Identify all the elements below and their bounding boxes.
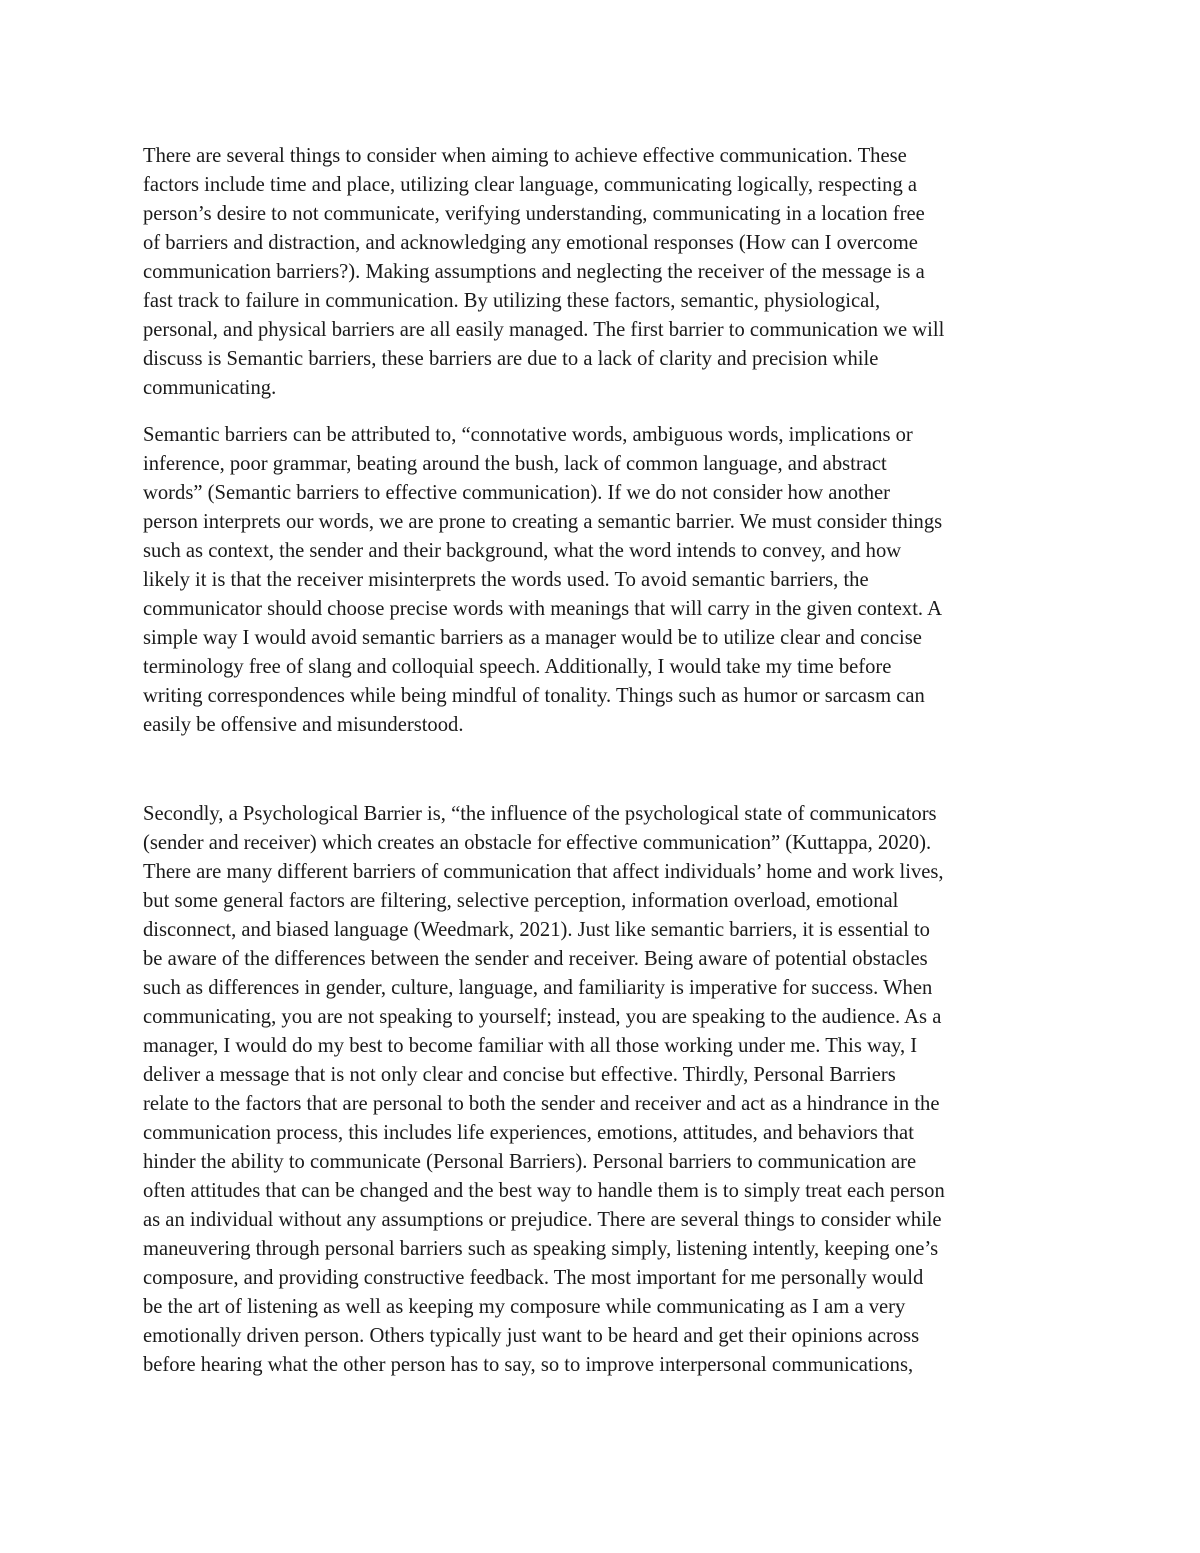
text-line: manager, I would do my best to become familiar with all those working under me. This way, I bbox=[143, 1035, 918, 1057]
paragraph-semantic-barriers bbox=[143, 421, 1061, 740]
text-line: emotionally driven person. Others typically just want to be heard and get their opinions across bbox=[143, 1325, 920, 1347]
paragraph-effective-communication bbox=[143, 142, 1061, 403]
text-line: communication barriers?). Making assumptions and neglecting the receiver of the message is a bbox=[143, 261, 925, 283]
text-line: before hearing what the other person has to say, so to improve interpersonal communications, bbox=[143, 1354, 914, 1376]
text-line: person’s desire to not communicate, verifying understanding, communicating in a location free bbox=[143, 203, 925, 225]
text-line: (sender and receiver) which creates an obstacle for effective communication” (Kuttappa, 2020). bbox=[143, 832, 932, 854]
text-line: person interprets our words, we are prone to creating a semantic barrier. We must consider things bbox=[143, 511, 943, 533]
text-line: writing correspondences while being mindful of tonality. Things such as humor or sarcasm can bbox=[143, 685, 925, 707]
text-line: such as context, the sender and their background, what the word intends to convey, and how bbox=[143, 540, 902, 562]
text-line: hinder the ability to communicate (Personal Barriers). Personal barriers to communication are bbox=[143, 1151, 917, 1173]
text-line: as an individual without any assumptions or prejudice. There are several things to consider while bbox=[143, 1209, 942, 1231]
text-line: communication process, this includes life experiences, emotions, attitudes, and behaviors that bbox=[143, 1122, 914, 1144]
text-line: fast track to failure in communication. By utilizing these factors, semantic, physiological, bbox=[143, 290, 881, 312]
paragraph-psychological-personal-barriers bbox=[143, 800, 1061, 1380]
text-line: communicator should choose precise words with meanings that will carry in the given context. A bbox=[143, 598, 942, 620]
text-line: be aware of the differences between the sender and receiver. Being aware of potential obstacles bbox=[143, 948, 928, 970]
text-line: composure, and providing constructive feedback. The most important for me personally would bbox=[143, 1267, 924, 1289]
text-line: communicating. bbox=[143, 377, 277, 399]
text-line: disconnect, and biased language (Weedmark, 2021). Just like semantic barriers, it is essential to bbox=[143, 919, 930, 941]
text-line: deliver a message that is not only clear and concise but effective. Thirdly, Personal Barriers bbox=[143, 1064, 896, 1086]
text-line: terminology free of slang and colloquial speech. Additionally, I would take my time before bbox=[143, 656, 892, 678]
text-line: likely it is that the receiver misinterprets the words used. To avoid semantic barriers, the bbox=[143, 569, 869, 591]
text-line: Secondly, a Psychological Barrier is, “the influence of the psychological state of communicators bbox=[143, 803, 937, 825]
text-line: of barriers and distraction, and acknowledging any emotional responses (How can I overcome bbox=[143, 232, 918, 254]
text-line: inference, poor grammar, beating around the bush, lack of common language, and abstract bbox=[143, 453, 887, 475]
text-line: be the art of listening as well as keeping my composure while communicating as I am a very bbox=[143, 1296, 906, 1318]
text-line: simple way I would avoid semantic barriers as a manager would be to utilize clear and concise bbox=[143, 627, 922, 649]
text-line: but some general factors are filtering, selective perception, information overload, emotional bbox=[143, 890, 899, 912]
text-line: easily be offensive and misunderstood. bbox=[143, 714, 464, 736]
text-line: There are several things to consider when aiming to achieve effective communication. These bbox=[143, 145, 907, 167]
text-line: communicating, you are not speaking to yourself; instead, you are speaking to the audience. As a bbox=[143, 1006, 942, 1028]
text-line: Semantic barriers can be attributed to, “connotative words, ambiguous words, implications or bbox=[143, 424, 913, 446]
text-line: There are many different barriers of communication that affect individuals’ home and work lives, bbox=[143, 861, 944, 883]
text-line: discuss is Semantic barriers, these barriers are due to a lack of clarity and precision while bbox=[143, 348, 879, 370]
text-line: words” (Semantic barriers to effective communication). If we do not consider how another bbox=[143, 482, 891, 504]
text-line: personal, and physical barriers are all easily managed. The first barrier to communication we will bbox=[143, 319, 945, 341]
text-line: maneuvering through personal barriers such as speaking simply, listening intently, keeping one’s bbox=[143, 1238, 939, 1260]
text-line: relate to the factors that are personal to both the sender and receiver and act as a hindrance in the bbox=[143, 1093, 940, 1115]
text-line: often attitudes that can be changed and the best way to handle them is to simply treat each person bbox=[143, 1180, 945, 1202]
text-line: such as differences in gender, culture, language, and familiarity is imperative for success. When bbox=[143, 977, 933, 999]
text-line: factors include time and place, utilizing clear language, communicating logically, respecting a bbox=[143, 174, 918, 196]
